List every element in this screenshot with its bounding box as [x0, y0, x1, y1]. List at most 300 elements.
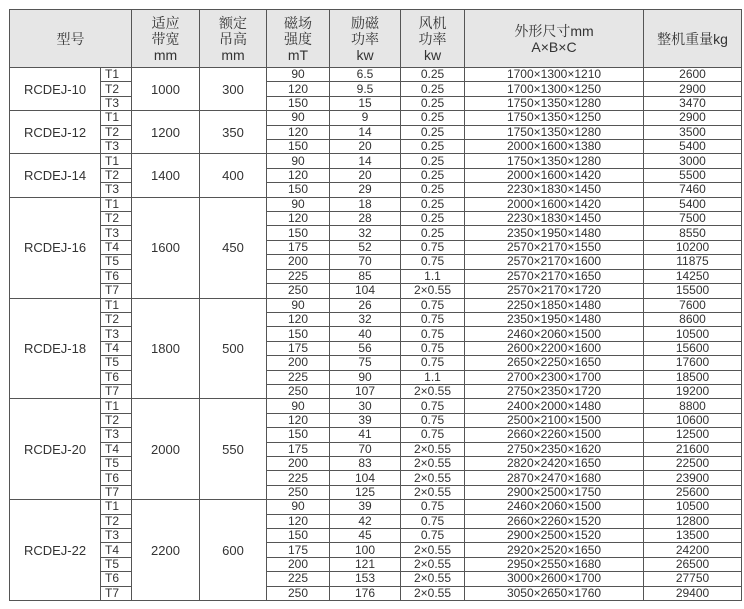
type-cell: T3: [101, 428, 132, 442]
field-strength-cell: 250: [267, 384, 330, 398]
lift-height-cell: 400: [200, 154, 267, 197]
type-cell: T4: [101, 543, 132, 557]
weight-cell: 12500: [644, 428, 742, 442]
weight-cell: 2600: [644, 68, 742, 82]
field-strength-cell: 175: [267, 543, 330, 557]
fan-power-cell: 0.25: [401, 140, 465, 154]
belt-width-cell: 1200: [132, 111, 200, 154]
table-row: [10, 197, 742, 211]
fan-power-cell: 2×0.55: [401, 557, 465, 571]
type-cell: T3: [101, 226, 132, 240]
dimensions-cell: 2500×2100×1500: [465, 413, 644, 427]
excitation-power-cell: 100: [330, 543, 401, 557]
field-strength-cell: 90: [267, 500, 330, 514]
excitation-power-cell: 32: [330, 226, 401, 240]
table-row: [10, 586, 742, 600]
excitation-power-cell: 45: [330, 529, 401, 543]
table-row: [10, 154, 742, 168]
excitation-power-cell: 121: [330, 557, 401, 571]
header-fan-line1: 风机: [418, 14, 447, 31]
fan-power-cell: 0.75: [401, 255, 465, 269]
type-cell: T6: [101, 370, 132, 384]
fan-power-cell: 2×0.55: [401, 543, 465, 557]
field-strength-cell: 250: [267, 284, 330, 298]
excitation-power-cell: 15: [330, 96, 401, 110]
dimensions-cell: 2250×1850×1480: [465, 298, 644, 312]
model-cell: RCDEJ-10: [10, 68, 101, 111]
type-cell: T1: [101, 111, 132, 125]
model-cell: RCDEJ-20: [10, 399, 101, 500]
header-height-line1: 额定: [219, 14, 247, 31]
field-strength-cell: 120: [267, 82, 330, 96]
field-strength-cell: 120: [267, 212, 330, 226]
table-row: [10, 68, 742, 82]
type-cell: T1: [101, 399, 132, 413]
field-strength-cell: 200: [267, 255, 330, 269]
belt-width-cell: 1600: [132, 197, 200, 298]
field-strength-cell: 250: [267, 586, 330, 600]
field-strength-cell: 200: [267, 356, 330, 370]
table-row: [10, 298, 742, 312]
weight-cell: 10200: [644, 240, 742, 254]
table-row: [10, 384, 742, 398]
excitation-power-cell: 85: [330, 269, 401, 283]
type-cell: T3: [101, 327, 132, 341]
excitation-power-cell: 26: [330, 298, 401, 312]
belt-width-cell: 1400: [132, 154, 200, 197]
header-dims: [465, 10, 644, 68]
excitation-power-cell: 107: [330, 384, 401, 398]
belt-width-cell: 1800: [132, 298, 200, 399]
table-row: [10, 356, 742, 370]
type-cell: T2: [101, 312, 132, 326]
table-row: [10, 471, 742, 485]
dimensions-cell: 2900×2500×1520: [465, 529, 644, 543]
excitation-power-cell: 9: [330, 111, 401, 125]
fan-power-cell: 0.25: [401, 96, 465, 110]
dimensions-cell: 2230×1830×1450: [465, 212, 644, 226]
fan-power-cell: 0.75: [401, 529, 465, 543]
table-row: [10, 269, 742, 283]
fan-power-cell: 0.25: [401, 154, 465, 168]
header-width: [132, 10, 200, 68]
weight-cell: 27750: [644, 572, 742, 586]
type-cell: T5: [101, 456, 132, 470]
header-excite: [330, 10, 401, 68]
weight-cell: 19200: [644, 384, 742, 398]
dimensions-cell: 2600×2200×1600: [465, 341, 644, 355]
lift-height-cell: 450: [200, 197, 267, 298]
table-row: [10, 442, 742, 456]
weight-cell: 10600: [644, 413, 742, 427]
excitation-power-cell: 6.5: [330, 68, 401, 82]
excitation-power-cell: 176: [330, 586, 401, 600]
type-cell: T7: [101, 586, 132, 600]
weight-cell: 10500: [644, 327, 742, 341]
model-cell: RCDEJ-14: [10, 154, 101, 197]
model-cell: RCDEJ-18: [10, 298, 101, 399]
table-header: [10, 10, 742, 68]
header-height-line2: 吊高: [219, 30, 247, 47]
header-fan-line2: 功率: [418, 30, 447, 47]
fan-power-cell: 0.25: [401, 125, 465, 139]
header-field-line2: 强度: [284, 30, 312, 47]
table-row: [10, 557, 742, 571]
dimensions-cell: 2820×2420×1650: [465, 456, 644, 470]
weight-cell: 8550: [644, 226, 742, 240]
field-strength-cell: 150: [267, 226, 330, 240]
type-cell: T1: [101, 68, 132, 82]
weight-cell: 25600: [644, 485, 742, 499]
excitation-power-cell: 83: [330, 456, 401, 470]
table-row: [10, 312, 742, 326]
table-row: [10, 240, 742, 254]
header-field-line1: 磁场: [284, 14, 312, 31]
type-cell: T3: [101, 183, 132, 197]
dimensions-cell: 2950×2550×1680: [465, 557, 644, 571]
field-strength-cell: 120: [267, 125, 330, 139]
dimensions-cell: 2350×1950×1480: [465, 226, 644, 240]
table-row: [10, 327, 742, 341]
table-row: [10, 514, 742, 528]
weight-cell: 15500: [644, 284, 742, 298]
table-row: [10, 212, 742, 226]
table-row: [10, 413, 742, 427]
field-strength-cell: 150: [267, 529, 330, 543]
field-strength-cell: 150: [267, 140, 330, 154]
lift-height-cell: 600: [200, 500, 267, 601]
lift-height-cell: 550: [200, 399, 267, 500]
field-strength-cell: 225: [267, 370, 330, 384]
fan-power-cell: 2×0.55: [401, 384, 465, 398]
dimensions-cell: 1700×1300×1210: [465, 68, 644, 82]
weight-cell: 21600: [644, 442, 742, 456]
type-cell: T4: [101, 341, 132, 355]
type-cell: T7: [101, 384, 132, 398]
header-excite-line2: 功率: [351, 30, 379, 47]
type-cell: T2: [101, 125, 132, 139]
table-row: [10, 82, 742, 96]
excitation-power-cell: 14: [330, 154, 401, 168]
fan-power-cell: 2×0.55: [401, 572, 465, 586]
type-cell: T2: [101, 514, 132, 528]
weight-cell: 24200: [644, 543, 742, 557]
table-row: [10, 399, 742, 413]
fan-power-cell: 2×0.55: [401, 586, 465, 600]
dimensions-cell: 2000×1600×1380: [465, 140, 644, 154]
field-strength-cell: 120: [267, 312, 330, 326]
weight-cell: 17600: [644, 356, 742, 370]
excitation-power-cell: 56: [330, 341, 401, 355]
table-row: [10, 284, 742, 298]
dimensions-cell: 2700×2300×1700: [465, 370, 644, 384]
fan-power-cell: 0.25: [401, 68, 465, 82]
fan-power-cell: 2×0.55: [401, 442, 465, 456]
field-strength-cell: 150: [267, 96, 330, 110]
table-row: [10, 370, 742, 384]
dimensions-cell: 1750×1350×1280: [465, 96, 644, 110]
field-strength-cell: 90: [267, 154, 330, 168]
table-row: [10, 572, 742, 586]
table-row: [10, 500, 742, 514]
fan-power-cell: 0.25: [401, 111, 465, 125]
weight-cell: 8600: [644, 312, 742, 326]
weight-cell: 12800: [644, 514, 742, 528]
type-cell: T2: [101, 212, 132, 226]
header-field-unit: mT: [287, 46, 309, 63]
fan-power-cell: 0.75: [401, 298, 465, 312]
header-width-unit: mm: [153, 46, 178, 63]
table-body: [10, 68, 742, 601]
field-strength-cell: 150: [267, 428, 330, 442]
type-cell: T2: [101, 168, 132, 182]
excitation-power-cell: 32: [330, 312, 401, 326]
dimensions-cell: 1700×1300×1250: [465, 82, 644, 96]
field-strength-cell: 90: [267, 298, 330, 312]
type-cell: T5: [101, 356, 132, 370]
fan-power-cell: 0.25: [401, 82, 465, 96]
dimensions-cell: 3050×2650×1760: [465, 586, 644, 600]
fan-power-cell: 0.75: [401, 428, 465, 442]
excitation-power-cell: 90: [330, 370, 401, 384]
table-row: [10, 168, 742, 182]
dimensions-cell: 2900×2500×1750: [465, 485, 644, 499]
weight-cell: 23900: [644, 471, 742, 485]
table-row: [10, 341, 742, 355]
header-width-line1: 适应: [151, 14, 180, 31]
excitation-power-cell: 42: [330, 514, 401, 528]
header-excite-line1: 励磁: [351, 14, 379, 31]
weight-cell: 11875: [644, 255, 742, 269]
fan-power-cell: 0.75: [401, 413, 465, 427]
fan-power-cell: 2×0.55: [401, 485, 465, 499]
type-cell: T5: [101, 255, 132, 269]
dimensions-cell: 2570×2170×1550: [465, 240, 644, 254]
dimensions-cell: 2570×2170×1650: [465, 269, 644, 283]
fan-power-cell: 0.75: [401, 514, 465, 528]
excitation-power-cell: 70: [330, 442, 401, 456]
header-fan: [401, 10, 465, 68]
fan-power-cell: 2×0.55: [401, 456, 465, 470]
weight-cell: 15600: [644, 341, 742, 355]
type-cell: T7: [101, 284, 132, 298]
table-row: [10, 485, 742, 499]
type-cell: T4: [101, 442, 132, 456]
field-strength-cell: 175: [267, 341, 330, 355]
lift-height-cell: 350: [200, 111, 267, 154]
type-cell: T1: [101, 298, 132, 312]
header-fan-unit: kw: [423, 46, 442, 63]
dimensions-cell: 2750×2350×1720: [465, 384, 644, 398]
dimensions-cell: 1750×1350×1280: [465, 125, 644, 139]
excitation-power-cell: 104: [330, 284, 401, 298]
excitation-power-cell: 28: [330, 212, 401, 226]
fan-power-cell: 0.75: [401, 356, 465, 370]
excitation-power-cell: 20: [330, 140, 401, 154]
excitation-power-cell: 9.5: [330, 82, 401, 96]
dimensions-cell: 2460×2060×1500: [465, 327, 644, 341]
weight-cell: 5500: [644, 168, 742, 182]
table-row: [10, 529, 742, 543]
fan-power-cell: 1.1: [401, 269, 465, 283]
header-dims-line2: A×B×C: [531, 38, 577, 55]
excitation-power-cell: 20: [330, 168, 401, 182]
type-cell: T6: [101, 471, 132, 485]
type-cell: T3: [101, 96, 132, 110]
excitation-power-cell: 75: [330, 356, 401, 370]
lift-height-cell: 300: [200, 68, 267, 111]
weight-cell: 18500: [644, 370, 742, 384]
excitation-power-cell: 104: [330, 471, 401, 485]
type-cell: T6: [101, 572, 132, 586]
dimensions-cell: 2460×2060×1500: [465, 500, 644, 514]
header-height: [200, 10, 267, 68]
excitation-power-cell: 18: [330, 197, 401, 211]
type-cell: T1: [101, 197, 132, 211]
excitation-power-cell: 52: [330, 240, 401, 254]
field-strength-cell: 90: [267, 111, 330, 125]
weight-cell: 2900: [644, 82, 742, 96]
field-strength-cell: 90: [267, 68, 330, 82]
table-row: [10, 96, 742, 110]
table-row: [10, 543, 742, 557]
dimensions-cell: 2230×1830×1450: [465, 183, 644, 197]
excitation-power-cell: 39: [330, 413, 401, 427]
weight-cell: 3500: [644, 125, 742, 139]
fan-power-cell: 0.75: [401, 327, 465, 341]
fan-power-cell: 0.25: [401, 197, 465, 211]
weight-cell: 22500: [644, 456, 742, 470]
weight-cell: 26500: [644, 557, 742, 571]
dimensions-cell: 2870×2470×1680: [465, 471, 644, 485]
fan-power-cell: 0.75: [401, 341, 465, 355]
header-model: 型号: [10, 10, 132, 68]
field-strength-cell: 225: [267, 572, 330, 586]
type-cell: T5: [101, 557, 132, 571]
table-row: [10, 255, 742, 269]
weight-cell: 5400: [644, 140, 742, 154]
excitation-power-cell: 153: [330, 572, 401, 586]
model-cell: RCDEJ-16: [10, 197, 101, 298]
fan-power-cell: 0.75: [401, 312, 465, 326]
dimensions-cell: 2570×2170×1600: [465, 255, 644, 269]
model-cell: RCDEJ-22: [10, 500, 101, 601]
excitation-power-cell: 125: [330, 485, 401, 499]
belt-width-cell: 2000: [132, 399, 200, 500]
belt-width-cell: 2200: [132, 500, 200, 601]
weight-cell: 3000: [644, 154, 742, 168]
fan-power-cell: 1.1: [401, 370, 465, 384]
type-cell: T2: [101, 82, 132, 96]
excitation-power-cell: 30: [330, 399, 401, 413]
weight-cell: 7600: [644, 298, 742, 312]
weight-cell: 10500: [644, 500, 742, 514]
fan-power-cell: 0.75: [401, 399, 465, 413]
fan-power-cell: 0.75: [401, 500, 465, 514]
weight-cell: 13500: [644, 529, 742, 543]
weight-cell: 14250: [644, 269, 742, 283]
dimensions-cell: 2750×2350×1620: [465, 442, 644, 456]
excitation-power-cell: 39: [330, 500, 401, 514]
excitation-power-cell: 41: [330, 428, 401, 442]
dimensions-cell: 2920×2520×1650: [465, 543, 644, 557]
weight-cell: 7500: [644, 212, 742, 226]
dimensions-cell: 1750×1350×1280: [465, 154, 644, 168]
fan-power-cell: 0.25: [401, 226, 465, 240]
lift-height-cell: 500: [200, 298, 267, 399]
type-cell: T1: [101, 500, 132, 514]
excitation-power-cell: 29: [330, 183, 401, 197]
weight-cell: 2900: [644, 111, 742, 125]
model-cell: RCDEJ-12: [10, 111, 101, 154]
fan-power-cell: 0.25: [401, 168, 465, 182]
field-strength-cell: 200: [267, 557, 330, 571]
header-height-unit: mm: [221, 46, 245, 63]
header-excite-unit: kw: [356, 46, 374, 63]
dimensions-cell: 1750×1350×1250: [465, 111, 644, 125]
weight-cell: 5400: [644, 197, 742, 211]
dimensions-cell: 2000×1600×1420: [465, 168, 644, 182]
type-cell: T7: [101, 485, 132, 499]
dimensions-cell: 2400×2000×1480: [465, 399, 644, 413]
field-strength-cell: 120: [267, 168, 330, 182]
weight-cell: 29400: [644, 586, 742, 600]
dimensions-cell: 2650×2250×1650: [465, 356, 644, 370]
header-weight: 整机重量kg: [644, 10, 742, 68]
dimensions-cell: 2660×2260×1500: [465, 428, 644, 442]
field-strength-cell: 225: [267, 269, 330, 283]
type-cell: T2: [101, 413, 132, 427]
field-strength-cell: 150: [267, 183, 330, 197]
field-strength-cell: 225: [267, 471, 330, 485]
fan-power-cell: 0.75: [401, 240, 465, 254]
field-strength-cell: 150: [267, 327, 330, 341]
fan-power-cell: 0.25: [401, 212, 465, 226]
excitation-power-cell: 14: [330, 125, 401, 139]
fan-power-cell: 0.25: [401, 183, 465, 197]
dimensions-cell: 2350×1950×1480: [465, 312, 644, 326]
spec-table: [9, 9, 742, 601]
table-row: [10, 428, 742, 442]
table-row: [10, 125, 742, 139]
type-cell: T3: [101, 140, 132, 154]
field-strength-cell: 90: [267, 197, 330, 211]
table-row: [10, 183, 742, 197]
field-strength-cell: 120: [267, 413, 330, 427]
excitation-power-cell: 40: [330, 327, 401, 341]
field-strength-cell: 120: [267, 514, 330, 528]
header-dims-line1: 外形尺寸mm: [514, 22, 594, 39]
table-row: [10, 111, 742, 125]
type-cell: T4: [101, 240, 132, 254]
weight-cell: 7460: [644, 183, 742, 197]
dimensions-cell: 3000×2600×1700: [465, 572, 644, 586]
fan-power-cell: 2×0.55: [401, 284, 465, 298]
dimensions-cell: 2000×1600×1420: [465, 197, 644, 211]
excitation-power-cell: 70: [330, 255, 401, 269]
field-strength-cell: 90: [267, 399, 330, 413]
fan-power-cell: 2×0.55: [401, 471, 465, 485]
table-row: [10, 140, 742, 154]
field-strength-cell: 175: [267, 240, 330, 254]
type-cell: T1: [101, 154, 132, 168]
type-cell: T3: [101, 529, 132, 543]
belt-width-cell: 1000: [132, 68, 200, 111]
header-width-line2: 带宽: [151, 30, 180, 47]
type-cell: T6: [101, 269, 132, 283]
dimensions-cell: 2660×2260×1520: [465, 514, 644, 528]
dimensions-cell: 2570×2170×1720: [465, 284, 644, 298]
